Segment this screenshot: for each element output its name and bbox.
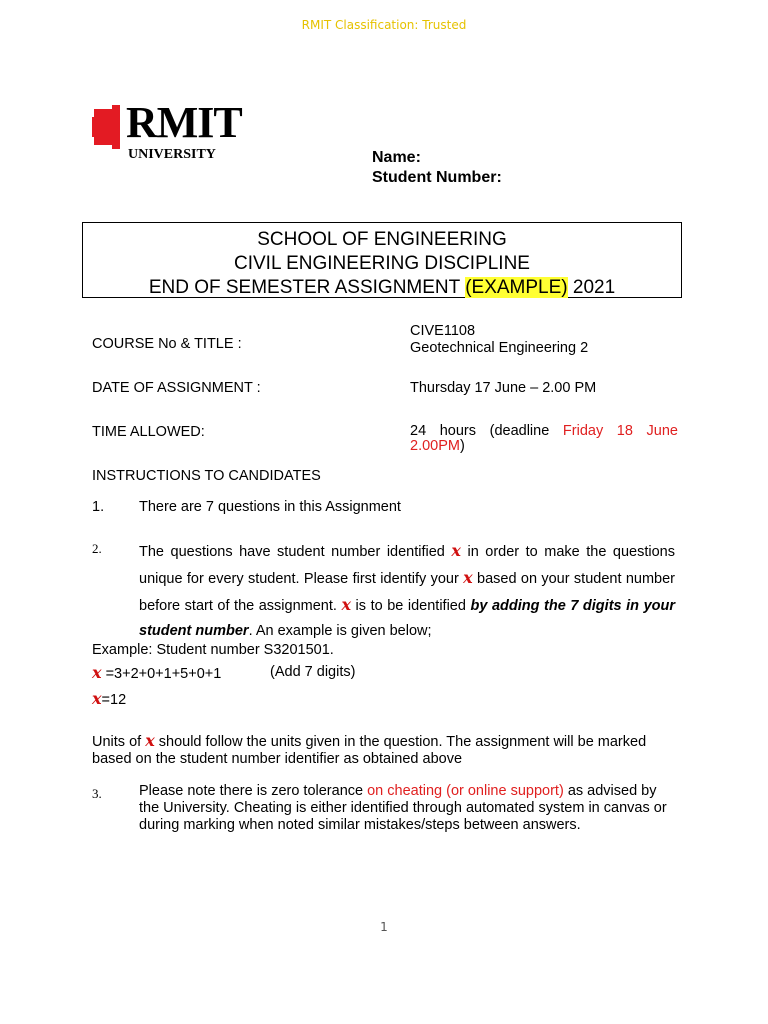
date-label: DATE OF ASSIGNMENT : (92, 380, 261, 396)
student-number-label: Student Number: (372, 169, 502, 186)
x-variable: x (145, 731, 155, 750)
x-variable: x (92, 663, 102, 682)
item-3-text (139, 783, 679, 834)
item-2-part-e: . An example is given below; (248, 623, 432, 639)
title-line-3-prefix: END OF SEMESTER ASSIGNMENT (148, 277, 466, 298)
course-value (410, 323, 588, 357)
item-3-part-b: as advised by the University. Cheating is either identified through automated system in canvas or during marking when noted similar mistakes/steps between answers. (139, 783, 667, 833)
example-sum (92, 664, 221, 683)
title-line-2: CIVIL ENGINEERING DISCIPLINE (234, 253, 530, 274)
item-2-number: 2. (92, 541, 102, 556)
item-2-text (139, 538, 675, 644)
example-line: Example: Student number S3201501. (92, 642, 334, 658)
title-line-3 (83, 276, 681, 300)
units-paragraph (92, 732, 680, 768)
x-variable: x (463, 568, 473, 587)
title-line-1: SCHOOL OF ENGINEERING (257, 229, 507, 250)
item-3-number: 3. (92, 786, 102, 801)
example-note: (Add 7 digits) (270, 664, 356, 680)
logo-subtitle: UNIVERSITY (128, 147, 216, 162)
example-result-text: =12 (101, 692, 127, 708)
student-info (372, 148, 502, 188)
units-part-a: Units of (92, 734, 146, 750)
deadline-text: Friday 18 June 2.00PM (410, 423, 678, 454)
x-variable: x (341, 595, 352, 614)
item-3-part-a: Please note there is zero tolerance (139, 783, 368, 799)
example-highlight: (EXAMPLE) (465, 277, 568, 298)
time-value (410, 424, 678, 454)
name-label: Name: (372, 149, 421, 166)
item-2-emphasis: by adding the 7 digits in your student number (139, 598, 675, 639)
item-2-part-b: in order to make the questions unique for every student. Please first identify your (139, 544, 675, 587)
instructions-heading: INSTRUCTIONS TO CANDIDATES (92, 468, 321, 484)
time-value-prefix: 24 hours (deadline (410, 423, 563, 439)
item-2-part-d: is to be identified (351, 598, 471, 614)
item-1-text: There are 7 questions in this Assignment (139, 499, 401, 515)
course-code: CIVE1108 (410, 323, 476, 339)
item-2-part-c: based on your student number before start of the assignment. (139, 571, 675, 614)
x-variable: x (451, 541, 461, 560)
classification-label: RMIT Classification: Trusted (301, 18, 467, 32)
cheating-warning: on cheating (or online support) (367, 783, 564, 799)
item-1-number: 1. (92, 499, 105, 515)
example-sum-text: =3+2+0+1+5+0+1 (101, 666, 222, 682)
item-2-part-a: The questions have student number identified (139, 544, 452, 560)
title-box (82, 222, 682, 298)
date-value: Thursday 17 June – 2.00 PM (410, 380, 597, 396)
time-label: TIME ALLOWED: (92, 424, 205, 440)
page-number: 1 (380, 920, 388, 934)
example-result (92, 690, 126, 709)
course-title: Geotechnical Engineering 2 (410, 340, 589, 356)
time-value-suffix: ) (459, 438, 465, 454)
course-label: COURSE No & TITLE : (92, 336, 242, 352)
x-variable: x (92, 689, 102, 708)
logo-wordmark: RMIT (126, 98, 242, 147)
title-line-3-year: 2021 (567, 277, 616, 298)
rmit-logo (92, 98, 242, 167)
units-part-b: should follow the units given in the question. The assignment will be marked based on the student number identifier as obtained above (92, 734, 647, 767)
